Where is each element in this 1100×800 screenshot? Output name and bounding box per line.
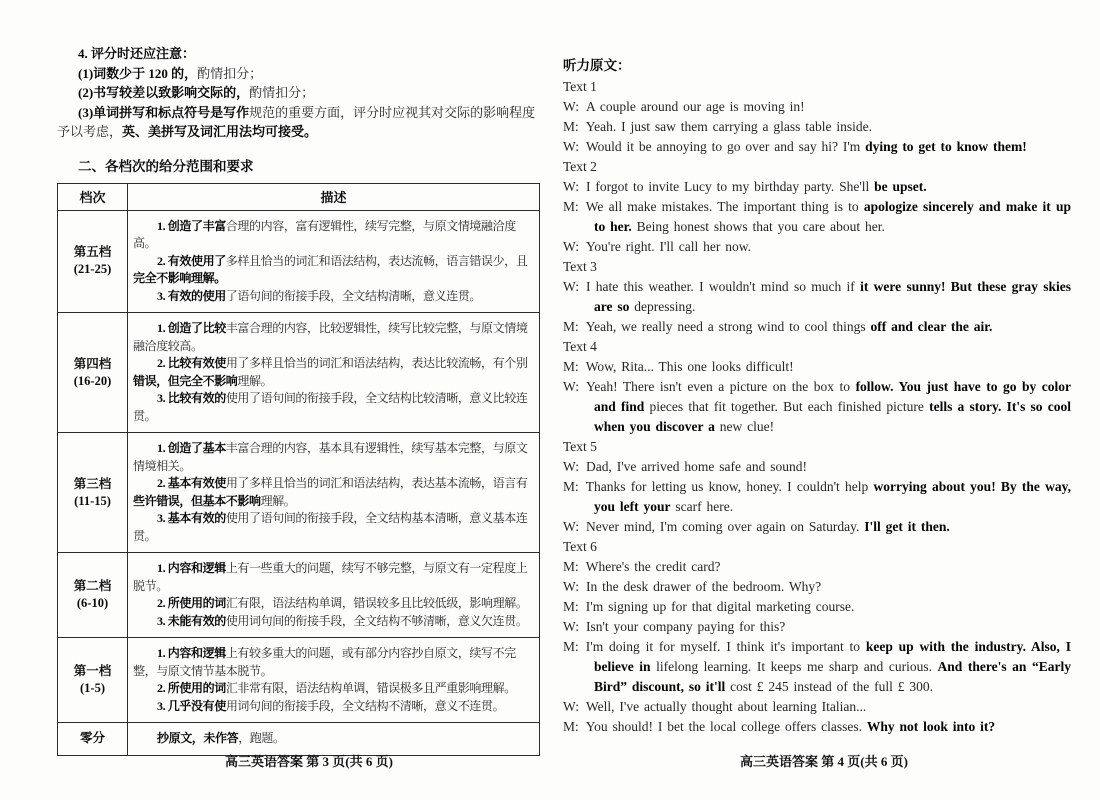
dialogue-line [563, 637, 1071, 697]
scoring-note-line [57, 64, 540, 84]
speaker-label: W: [563, 179, 579, 194]
text-segment: worrying about you! By the way, you left your [594, 479, 1071, 514]
text-segment: 3. 几乎没有使 [157, 698, 226, 713]
dialogue-line [563, 117, 1071, 137]
page-3-footer: 高三英语答案 第 3 页(共 6 页) [225, 754, 393, 769]
rubric-desc-item [133, 320, 534, 355]
text-segment: 使用词句间的衔接手段，全文结构不够清晰，意义欠连贯。 [225, 613, 528, 628]
rubric-header-desc: 描述 [128, 183, 540, 210]
listening-script-body [563, 77, 1071, 737]
text-segment: Well, I've actually thought about learning Italian... [586, 699, 867, 714]
text-segment: Never mind, I'm coming over again on Saturday. [586, 519, 865, 534]
scoring-note-line [57, 103, 540, 142]
text-segment: 用词句间的衔接手段，全文结构不清晰，意义不连贯。 [225, 698, 505, 713]
dialogue-line [563, 697, 1071, 717]
speaker-label: W: [563, 139, 579, 154]
level-name: 第三档 [73, 476, 112, 491]
speaker-label: M: [563, 119, 579, 134]
speaker-label: W: [563, 99, 579, 114]
rubric-desc-item [133, 510, 534, 545]
text-segment: 2. 所使用的词 [157, 596, 226, 610]
text-segment: cost £ 245 instead of the full £ 300. [725, 679, 934, 694]
speaker-label: M: [563, 319, 579, 334]
text-segment: 了语句间的衔接手段，全文结构清晰，意义连贯。 [225, 288, 482, 303]
scoring-note-line [57, 44, 540, 64]
text-segment: 错误，但完全不影响 [133, 373, 238, 388]
rubric-row [58, 313, 540, 433]
speaker-label: W: [563, 699, 579, 714]
text-segment: I hate this weather. I wouldn't mind so much if [586, 279, 861, 294]
speaker-label: W: [563, 379, 579, 394]
rubric-desc-cell [128, 433, 540, 553]
text-segment: 丰富合理的内容，比较逻辑性，续写比较完整，与原文情境融洽度较高。 [133, 321, 528, 353]
speaker-label: W: [563, 459, 579, 474]
speaker-label: M: [563, 599, 579, 614]
rubric-desc-item [133, 680, 534, 698]
text-segment: We all make mistakes. The important thing is to [585, 199, 864, 214]
rubric-desc-cell [128, 313, 540, 433]
dialogue-line [563, 717, 1071, 737]
level-score-range: (11-15) [74, 493, 111, 508]
text-section-label: Text 2 [563, 159, 597, 174]
text-segment: scarf here. [670, 499, 734, 514]
level-score-range: (21-25) [73, 262, 112, 277]
text-segment: 用了多样且恰当的词汇和语法结构，表达基本流畅，语言有 [225, 476, 528, 490]
text-segment: 规范的重要方面，评分时应视其对交际的影响程度予以考虑， [57, 104, 536, 139]
rubric-level-cell [58, 553, 128, 638]
level-score-range: (6-10) [76, 596, 109, 610]
level-name: 第五档 [73, 245, 112, 260]
text-segment: 2. 比较有效使 [157, 356, 226, 370]
level-name: 零分 [79, 731, 105, 746]
speaker-label: W: [563, 279, 579, 294]
level-score-range: (16-20) [73, 373, 112, 388]
dialogue-line [563, 377, 1071, 437]
text-segment: 上有一些重大的问题，续写不够完整，与原文有一定程度上脱节。 [133, 561, 528, 593]
dialogue-line [563, 457, 1071, 477]
rubric-row [58, 553, 540, 638]
rubric-row [58, 433, 540, 553]
rubric-desc-cell [128, 210, 540, 313]
text-segment: keep up with the industry. Also, I believe in [594, 639, 1071, 674]
text-section-label: Text 1 [563, 79, 597, 94]
rubric-desc-item [133, 645, 534, 680]
text-segment: 完全不影响理解。 [133, 271, 226, 285]
text-segment: Isn't your company paying for this? [586, 619, 786, 634]
text-segment: apologize sincerely and make it up to her. [594, 199, 1071, 234]
dialogue-line [563, 617, 1071, 637]
text-segment: 些许错误，但基本不影响 [133, 493, 261, 508]
text-segment: 2. 所使用的词 [157, 681, 226, 695]
listening-script-title: 听力原文： [563, 58, 631, 73]
text-segment: 用了多样且恰当的词汇和语法结构，表达比较流畅，有个别 [225, 356, 528, 370]
text-section-label: Text 4 [563, 339, 597, 354]
dialogue-line [563, 97, 1071, 117]
rubric-desc-item [133, 253, 534, 288]
dialogue-line [563, 557, 1071, 577]
text-segment: Yeah, we really need a strong wind to cool things [585, 319, 871, 334]
rubric-row [58, 210, 540, 313]
text-segment: In the desk drawer of the bedroom. Why? [586, 579, 822, 594]
rubric-level-cell [58, 638, 128, 723]
level-score-range: (1-5) [80, 681, 105, 695]
text-segment: I'm doing it for myself. I think it's important to [585, 639, 866, 654]
rubric-header-level: 档次 [58, 183, 128, 210]
text-segment: pieces that fit together. But each finished picture [644, 399, 930, 414]
speaker-label: M: [563, 479, 579, 494]
text-segment: 酌情扣分； [249, 85, 315, 100]
text-segment: A couple around our age is moving in! [586, 99, 805, 114]
text-segment: 4. 评分时还应注意： [78, 46, 196, 61]
text-segment: 汇有限，语法结构单调，错误较多且比较低级，影响理解。 [225, 596, 528, 610]
rubric-desc-cell [128, 553, 540, 638]
level-name: 第一档 [73, 664, 112, 678]
rubric-desc-item [133, 218, 534, 253]
text-segment: Dad, I've arrived home safe and sound! [586, 459, 807, 474]
text-segment: 1. 创造了比较 [157, 321, 226, 335]
text-segment: (1)词数少于 120 的， [78, 65, 198, 81]
dialogue-line [563, 277, 1071, 317]
rubric-level-cell [58, 313, 128, 433]
rubric-desc-item [133, 475, 534, 510]
text-segment: Wow, Rita... This one looks difficult! [585, 359, 794, 374]
rubric-desc-cell [128, 638, 540, 723]
rubric-desc-item [133, 440, 534, 475]
text-section-label: Text 3 [563, 259, 597, 274]
rubric-desc-item [133, 560, 534, 595]
speaker-label: M: [563, 639, 579, 654]
text-segment: Being honest shows that you care about her. [631, 219, 885, 234]
rubric-desc-item [133, 613, 534, 631]
text-segment: You're right. I'll call her now. [586, 239, 751, 254]
page-4-footer: 高三英语答案 第 4 页(共 6 页) [740, 754, 908, 769]
speaker-label: M: [563, 199, 579, 214]
dialogue-line [563, 317, 1071, 337]
dialogue-line [563, 477, 1071, 517]
text-segment: 3. 基本有效的 [157, 511, 226, 525]
text-segment: I'll get it then. [864, 519, 950, 534]
text-segment: dying to get to know them! [865, 139, 1027, 154]
text-segment: Why not look into it? [866, 719, 996, 734]
speaker-label: M: [563, 719, 579, 734]
text-segment: 2. 有效使用了 [157, 253, 226, 268]
text-segment: 3. 有效的使用 [157, 288, 226, 303]
text-segment: 3. 未能有效的 [157, 613, 226, 628]
text-segment: And there's an “Early Bird” discount, so it'll [594, 659, 1071, 694]
text-segment: Yeah. I just saw them carrying a glass table inside. [585, 119, 872, 134]
text-segment: 2. 基本有效使 [157, 476, 226, 490]
rubric-row [58, 638, 540, 723]
text-segment: 理解。 [260, 493, 296, 508]
dialogue-line [563, 197, 1071, 237]
text-segment: off and clear the air. [870, 319, 993, 334]
dialogue-line [563, 597, 1071, 617]
speaker-label: W: [563, 519, 579, 534]
text-segment: 抄原文，未作答 [157, 731, 239, 745]
scoring-notes [57, 44, 540, 142]
speaker-label: W: [563, 239, 579, 254]
text-segment: lifelong learning. It keeps me sharp and curious. [650, 659, 938, 674]
page-3-writing-rubric [57, 44, 540, 756]
text-segment: 使用了语句间的衔接手段，全文结构基本清晰，意义基本连贯。 [133, 511, 528, 543]
text-segment: Yeah! There isn't even a picture on the box to [586, 379, 856, 394]
text-segment: 丰富合理的内容，基本具有逻辑性，续写基本完整，与原文情境相关。 [133, 441, 528, 473]
speaker-label: W: [563, 619, 579, 634]
dialogue-line [563, 137, 1071, 157]
text-segment: it were sunny! But these gray skies are so [594, 279, 1071, 314]
text-segment: 1. 内容和逻辑 [157, 646, 226, 660]
rubric-desc-item [133, 698, 534, 716]
text-segment: Where's the credit card? [585, 559, 721, 574]
text-segment: depressing. [629, 299, 696, 314]
text-section-label: Text 6 [563, 539, 597, 554]
text-segment: 英、美拼写及词汇用法均可接受。 [122, 124, 318, 139]
text-segment: 1. 创造了基本 [157, 441, 226, 455]
rubric-desc-item [133, 390, 534, 425]
text-segment: ，跑题。 [238, 731, 285, 745]
rubric-desc-item [133, 730, 534, 748]
level-name: 第四档 [73, 356, 112, 371]
rubric-level-cell [58, 723, 128, 756]
dialogue-line [563, 237, 1071, 257]
text-segment: (3)单词拼写和标点符号是写作 [78, 104, 250, 120]
text-segment: tells a story. It's so cool when you discover a [594, 399, 1071, 434]
text-segment: I forgot to invite Lucy to my birthday party. She'll [586, 179, 875, 194]
rubric-table [57, 183, 540, 756]
text-segment: You should! I bet the local college offers classes. [585, 719, 867, 734]
scoring-note-line [57, 83, 540, 103]
text-segment: I'm signing up for that digital marketing course. [585, 599, 855, 614]
text-segment: 多样且恰当的词汇和语法结构，表达流畅，语言错误少，且 [225, 253, 528, 268]
text-section-label: Text 5 [563, 439, 597, 454]
text-segment: (2)书写较差以致影响交际的， [78, 85, 250, 100]
rubric-desc-item [133, 355, 534, 390]
speaker-label: M: [563, 359, 579, 374]
speaker-label: M: [563, 559, 579, 574]
dialogue-line [563, 357, 1071, 377]
text-segment: follow. You just have to go by color and find [594, 379, 1071, 414]
text-segment: 合理的内容，富有逻辑性，续写完整，与原文情境融洽度高。 [133, 218, 516, 250]
text-segment: Would it be annoying to go over and say hi? I'm [586, 139, 866, 154]
text-segment: 上有较多重大的问题，或有部分内容抄自原文，续写不完整，与原文情节基本脱节。 [133, 646, 516, 678]
dialogue-line [563, 517, 1071, 537]
dialogue-line [563, 177, 1071, 197]
speaker-label: W: [563, 579, 579, 594]
page-4-listening-script [563, 56, 1071, 737]
text-segment: be upset. [874, 179, 927, 194]
rubric-desc-item [133, 288, 534, 306]
rubric-level-cell [58, 433, 128, 553]
rubric-header-row [58, 183, 540, 210]
text-segment: 理解。 [237, 373, 273, 388]
text-segment: 使用了语句间的衔接手段，全文结构比较清晰，意义比较连贯。 [133, 391, 528, 423]
dialogue-line [563, 577, 1071, 597]
rubric-level-cell [58, 210, 128, 313]
text-segment: 3. 比较有效的 [157, 391, 226, 405]
text-segment: 酌情扣分； [197, 65, 263, 81]
section-title: 二、各档次的给分范围和要求 [78, 158, 254, 174]
text-segment: Thanks for letting us know, honey. I couldn't help [585, 479, 874, 494]
level-name: 第二档 [73, 579, 112, 593]
rubric-desc-item [133, 595, 534, 613]
text-segment: 1. 内容和逻辑 [157, 561, 226, 575]
text-segment: new clue! [714, 419, 775, 434]
text-segment: 1. 创造了丰富 [157, 218, 226, 233]
text-segment: 汇非常有限，语法结构单调，错误极多且严重影响理解。 [225, 681, 516, 695]
